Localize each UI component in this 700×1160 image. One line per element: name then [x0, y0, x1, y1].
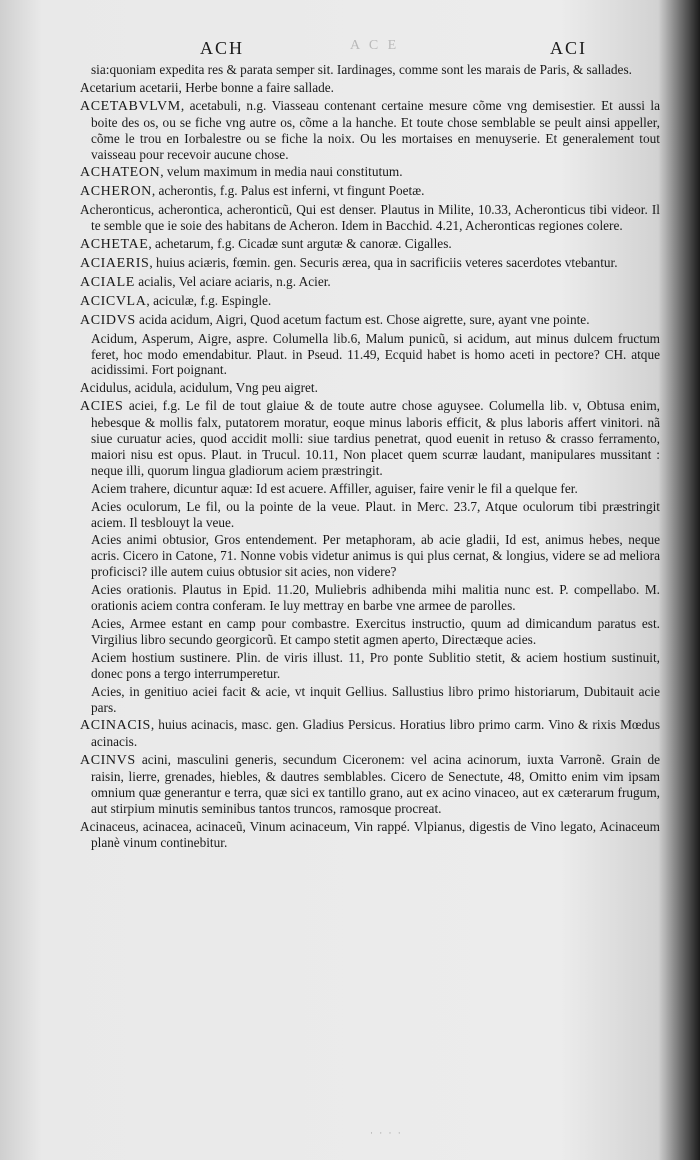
dictionary-entry — [80, 717, 660, 750]
entry-text: sia:quoniam expedita res & parata semper sit. Iardinages, comme sont les marais de Paris, & sallades. — [91, 62, 632, 77]
entry-text: Aciem hostium sustinere. Plin. de viris illust. 11, Pro ponte Sublitio stetit, & aciem hostium sustinuit, donec pons a tergo interrumperetur. — [91, 649, 660, 681]
entry-text: Acidulus, acidula, acidulum, Vng peu aigret. — [80, 380, 318, 396]
dictionary-entry — [80, 293, 660, 310]
dictionary-entry — [80, 481, 660, 497]
dictionary-entry — [80, 650, 660, 682]
dictionary-entry — [80, 582, 660, 614]
entry-headword: ACINACIS — [80, 718, 151, 734]
dictionary-entry — [80, 202, 660, 234]
dictionary-entry — [80, 752, 660, 817]
entry-text: acida acidum, Aigri, Quod acetum factum est. Chose aigrette, sure, ayant vne pointe. — [135, 311, 590, 327]
entry-headword: ACIDVS — [80, 312, 136, 328]
entry-text: Aciem trahere, dicuntur aquæ: Id est acuere. Affiller, aguiser, faire venir le fil a quelque fer. — [91, 480, 578, 496]
dictionary-entry — [80, 80, 660, 96]
dictionary-entry — [80, 532, 660, 580]
entry-headword: ACINVS — [80, 753, 136, 769]
running-head-bleed-through: A C E — [350, 38, 400, 53]
entry-list — [80, 62, 660, 853]
entry-text: , huius aciæris, fœmin. gen. Securis ærea, qua in sacrificiis veteres sacerdotes vtebantur. — [149, 254, 618, 270]
entry-text: , aciculæ, f.g. Espingle. — [146, 292, 272, 308]
entry-text: Acies animi obtusior, Gros entendement. Per metaphoram, ab acie gladii, Id est, animus hebes, neque acris. Cicero in Catone, 71. Nonne vobis videtur animus is qui plus cernat, & longius, videre se ad meliora proficisci? ille autem cuius obtusior sit acies, non videre? — [91, 532, 660, 580]
entry-headword: ACICVLA — [80, 293, 147, 309]
dictionary-entry — [80, 380, 660, 396]
dictionary-entry — [80, 274, 660, 291]
entry-headword: ACHATEON — [80, 165, 161, 181]
dictionary-entry — [80, 616, 660, 648]
running-head — [0, 38, 700, 62]
entry-text: Acinaceus, acinacea, acinaceũ, Vinum acinaceum, Vin rappé. Vlpianus, digestis de Vino legato, Acinaceum planè vinum continebitur. — [80, 818, 660, 850]
entry-headword: ACIES — [80, 399, 124, 415]
entry-headword: ACHERON — [80, 184, 152, 200]
dictionary-entry — [80, 499, 660, 531]
running-head-right: ACI — [550, 38, 587, 58]
entry-text: Acies orationis. Plautus in Epid. 11.20, Muliebris adhibenda mihi malitia nunc est. P. compellabo. M. orationis aciem contra conferam. Ie luy mettray en barbe vne armee de parolles. — [91, 582, 660, 614]
entry-text: Acies, in genitiuo aciei facit & acie, vt inquit Gellius. Sallustius libro primo historiarum, Dubitauit acie pars. — [91, 683, 660, 715]
dictionary-entry — [80, 62, 660, 78]
running-head-left: ACH — [200, 38, 245, 58]
dictionary-entry — [80, 98, 660, 163]
entry-text: aciei, f.g. Le fil de tout glaiue & de toute autre chose aguysee. Columella lib. v, Obtusa enim, hebesque & mollis falx, putatorem moratur, eoque minus laboris efficit, & plus laboris affert vinitori. nã siue curuatur acies, quod accidit molli: siue tardius penetrat, quod euenit in retuso & crasso ferramento, maiori nisu est opus. Plaut. in Trucul. 10.11, Non placet quem scurræ laudant, manipulares mussitant : neque illi, quorum lingua gladiorum aciem præstringit. — [91, 398, 660, 478]
dictionary-entry — [80, 183, 660, 200]
entry-headword: ACIAERIS — [80, 255, 150, 271]
dictionary-entry — [80, 164, 660, 181]
entry-text: , acherontis, f.g. Palus est inferni, vt fingunt Poetæ. — [151, 183, 425, 199]
dictionary-entry — [80, 819, 660, 851]
entry-text: , velum maximum in media naui constitutum. — [160, 164, 403, 180]
entry-text: acialis, Vel aciare aciaris, n.g. Acier. — [134, 273, 331, 289]
dictionary-entry — [80, 331, 660, 379]
entry-text: Acies oculorum, Le fil, ou la pointe de la veue. Plaut. in Merc. 23.7, Atque oculorum tibi præstringit aciem. Il tesblouyt la veue. — [91, 498, 660, 530]
entry-text: Acetarium acetarii, Herbe bonne a faire sallade. — [80, 79, 334, 95]
entry-headword: ACIALE — [80, 274, 135, 290]
footer-mark: · · · · — [370, 1128, 403, 1138]
entry-text: , huius acinacis, masc. gen. Gladius Persicus. Horatius libro primo carm. Vino & rixis Mœdus acinacis. — [91, 717, 660, 750]
entry-text: , acetabuli, n.g. Viasseau contenant certaine mesure cõme vng demisestier. Et aussi la boite des os, ou se fiche vng autre os, cõme a la hanche. Et toute chose semblable se peult ainsi appeller, cõme le trou en Iorbalestre ou se fiche la noix. Ou les mortaises en menuyserie. Et generalement tout vaisseau pour recevoir aucune chose. — [91, 97, 660, 162]
entry-text: Acheronticus, acherontica, acheronticũ, Qui est denser. Plautus in Milite, 10.33, Acheronticus tibi videor. Il te semble que ie soie des habitans de Acheron. Idem in Bacchid. 4.21, Acheronticas regiones colere. — [80, 202, 660, 234]
dictionary-entry — [80, 255, 660, 272]
dictionary-entry — [80, 684, 660, 716]
entry-text: Acies, Armee estant en camp pour combastre. Exercitus instructio, quum ad dimicandum paratus est. Virgilius libro secundo georgicorũ. Et campo stetit agmen aperto, Directæque acies. — [91, 616, 660, 647]
entry-headword: ACHETAE — [80, 237, 149, 253]
dictionary-entry — [80, 236, 660, 253]
entry-text: , achetarum, f.g. Cicadæ sunt argutæ & canoræ. Cigalles. — [148, 236, 452, 252]
entry-headword: ACETABVLVM — [80, 98, 181, 114]
dictionary-entry — [80, 398, 660, 479]
dictionary-entry — [80, 312, 660, 329]
entry-text: Acidum, Asperum, Aigre, aspre. Columella lib.6, Malum punicũ, si acidum, aut minus dulcem fructum feret, hoc modo emendabitur. Plaut. in Pseud. 11.49, Ecquid habet is homo aceti in pectore? CH. atque acidissimi. Fort poignant. — [91, 330, 660, 378]
entry-text: acini, masculini generis, secundum Ciceronem: vel acina acinorum, iuxta Varronẽ. Grain de raisin, lierre, grenades, hiebles, & dautres semblables. Cicero de Senectute, 48, Omitto enim vim ipsam omnium quæ generantur e terra, quæ sici ex tantillo grano, aut ex acino vinaceo, aut ex cæterarum frugum, aut stirpium minutis seminibus tantos truncos, ramosque procreat. — [91, 752, 660, 816]
